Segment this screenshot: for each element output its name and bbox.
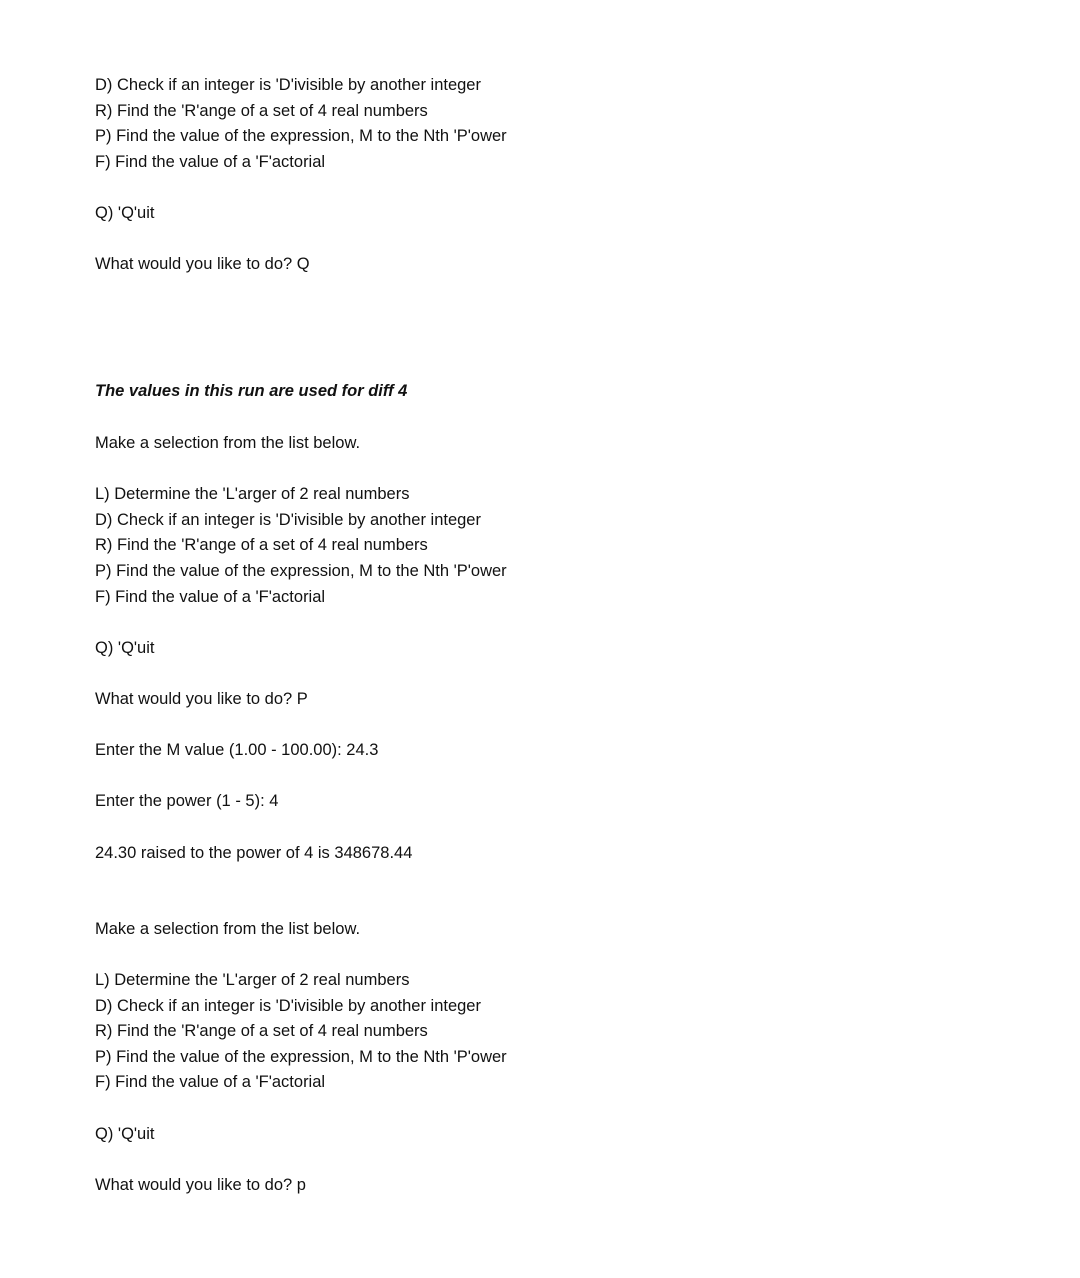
menu-item-larger: L) Determine the 'L'arger of 2 real numbers (95, 971, 410, 989)
menu-item-range: R) Find the 'R'ange of a set of 4 real numbers (95, 536, 428, 554)
menu-item-divisible: D) Check if an integer is 'D'ivisible by another integer (95, 997, 481, 1015)
menu-item-factorial: F) Find the value of a 'F'actorial (95, 588, 326, 606)
menu-item-larger: L) Determine the 'L'arger of 2 real numbers (95, 485, 410, 503)
menu-item-range: R) Find the 'R'ange of a set of 4 real numbers (95, 102, 428, 120)
menu-item-factorial: F) Find the value of a 'F'actorial (95, 153, 326, 171)
power-result: 24.30 raised to the power of 4 is 348678.44 (95, 844, 413, 862)
menu-intro: Make a selection from the list below. (95, 920, 361, 938)
menu-item-range: R) Find the 'R'ange of a set of 4 real numbers (95, 1022, 428, 1040)
m-value-prompt: Enter the M value (1.00 - 100.00): 24.3 (95, 741, 379, 759)
menu-item-divisible: D) Check if an integer is 'D'ivisible by another integer (95, 76, 481, 94)
choice-prompt: What would you like to do? p (95, 1176, 306, 1194)
menu-item-power: P) Find the value of the expression, M to the Nth 'P'ower (95, 1048, 507, 1066)
menu-item-quit: Q) 'Q'uit (95, 1125, 155, 1143)
menu-item-divisible: D) Check if an integer is 'D'ivisible by another integer (95, 511, 481, 529)
menu-item-power: P) Find the value of the expression, M to the Nth 'P'ower (95, 562, 507, 580)
menu-item-quit: Q) 'Q'uit (95, 639, 155, 657)
choice-prompt: What would you like to do? P (95, 690, 308, 708)
power-prompt: Enter the power (1 - 5): 4 (95, 792, 279, 810)
run-heading: The values in this run are used for diff 4 (95, 382, 408, 400)
menu-item-power: P) Find the value of the expression, M to the Nth 'P'ower (95, 127, 507, 145)
menu-intro: Make a selection from the list below. (95, 434, 361, 452)
menu-item-quit: Q) 'Q'uit (95, 204, 155, 222)
menu-item-factorial: F) Find the value of a 'F'actorial (95, 1073, 326, 1091)
choice-prompt: What would you like to do? Q (95, 255, 310, 273)
